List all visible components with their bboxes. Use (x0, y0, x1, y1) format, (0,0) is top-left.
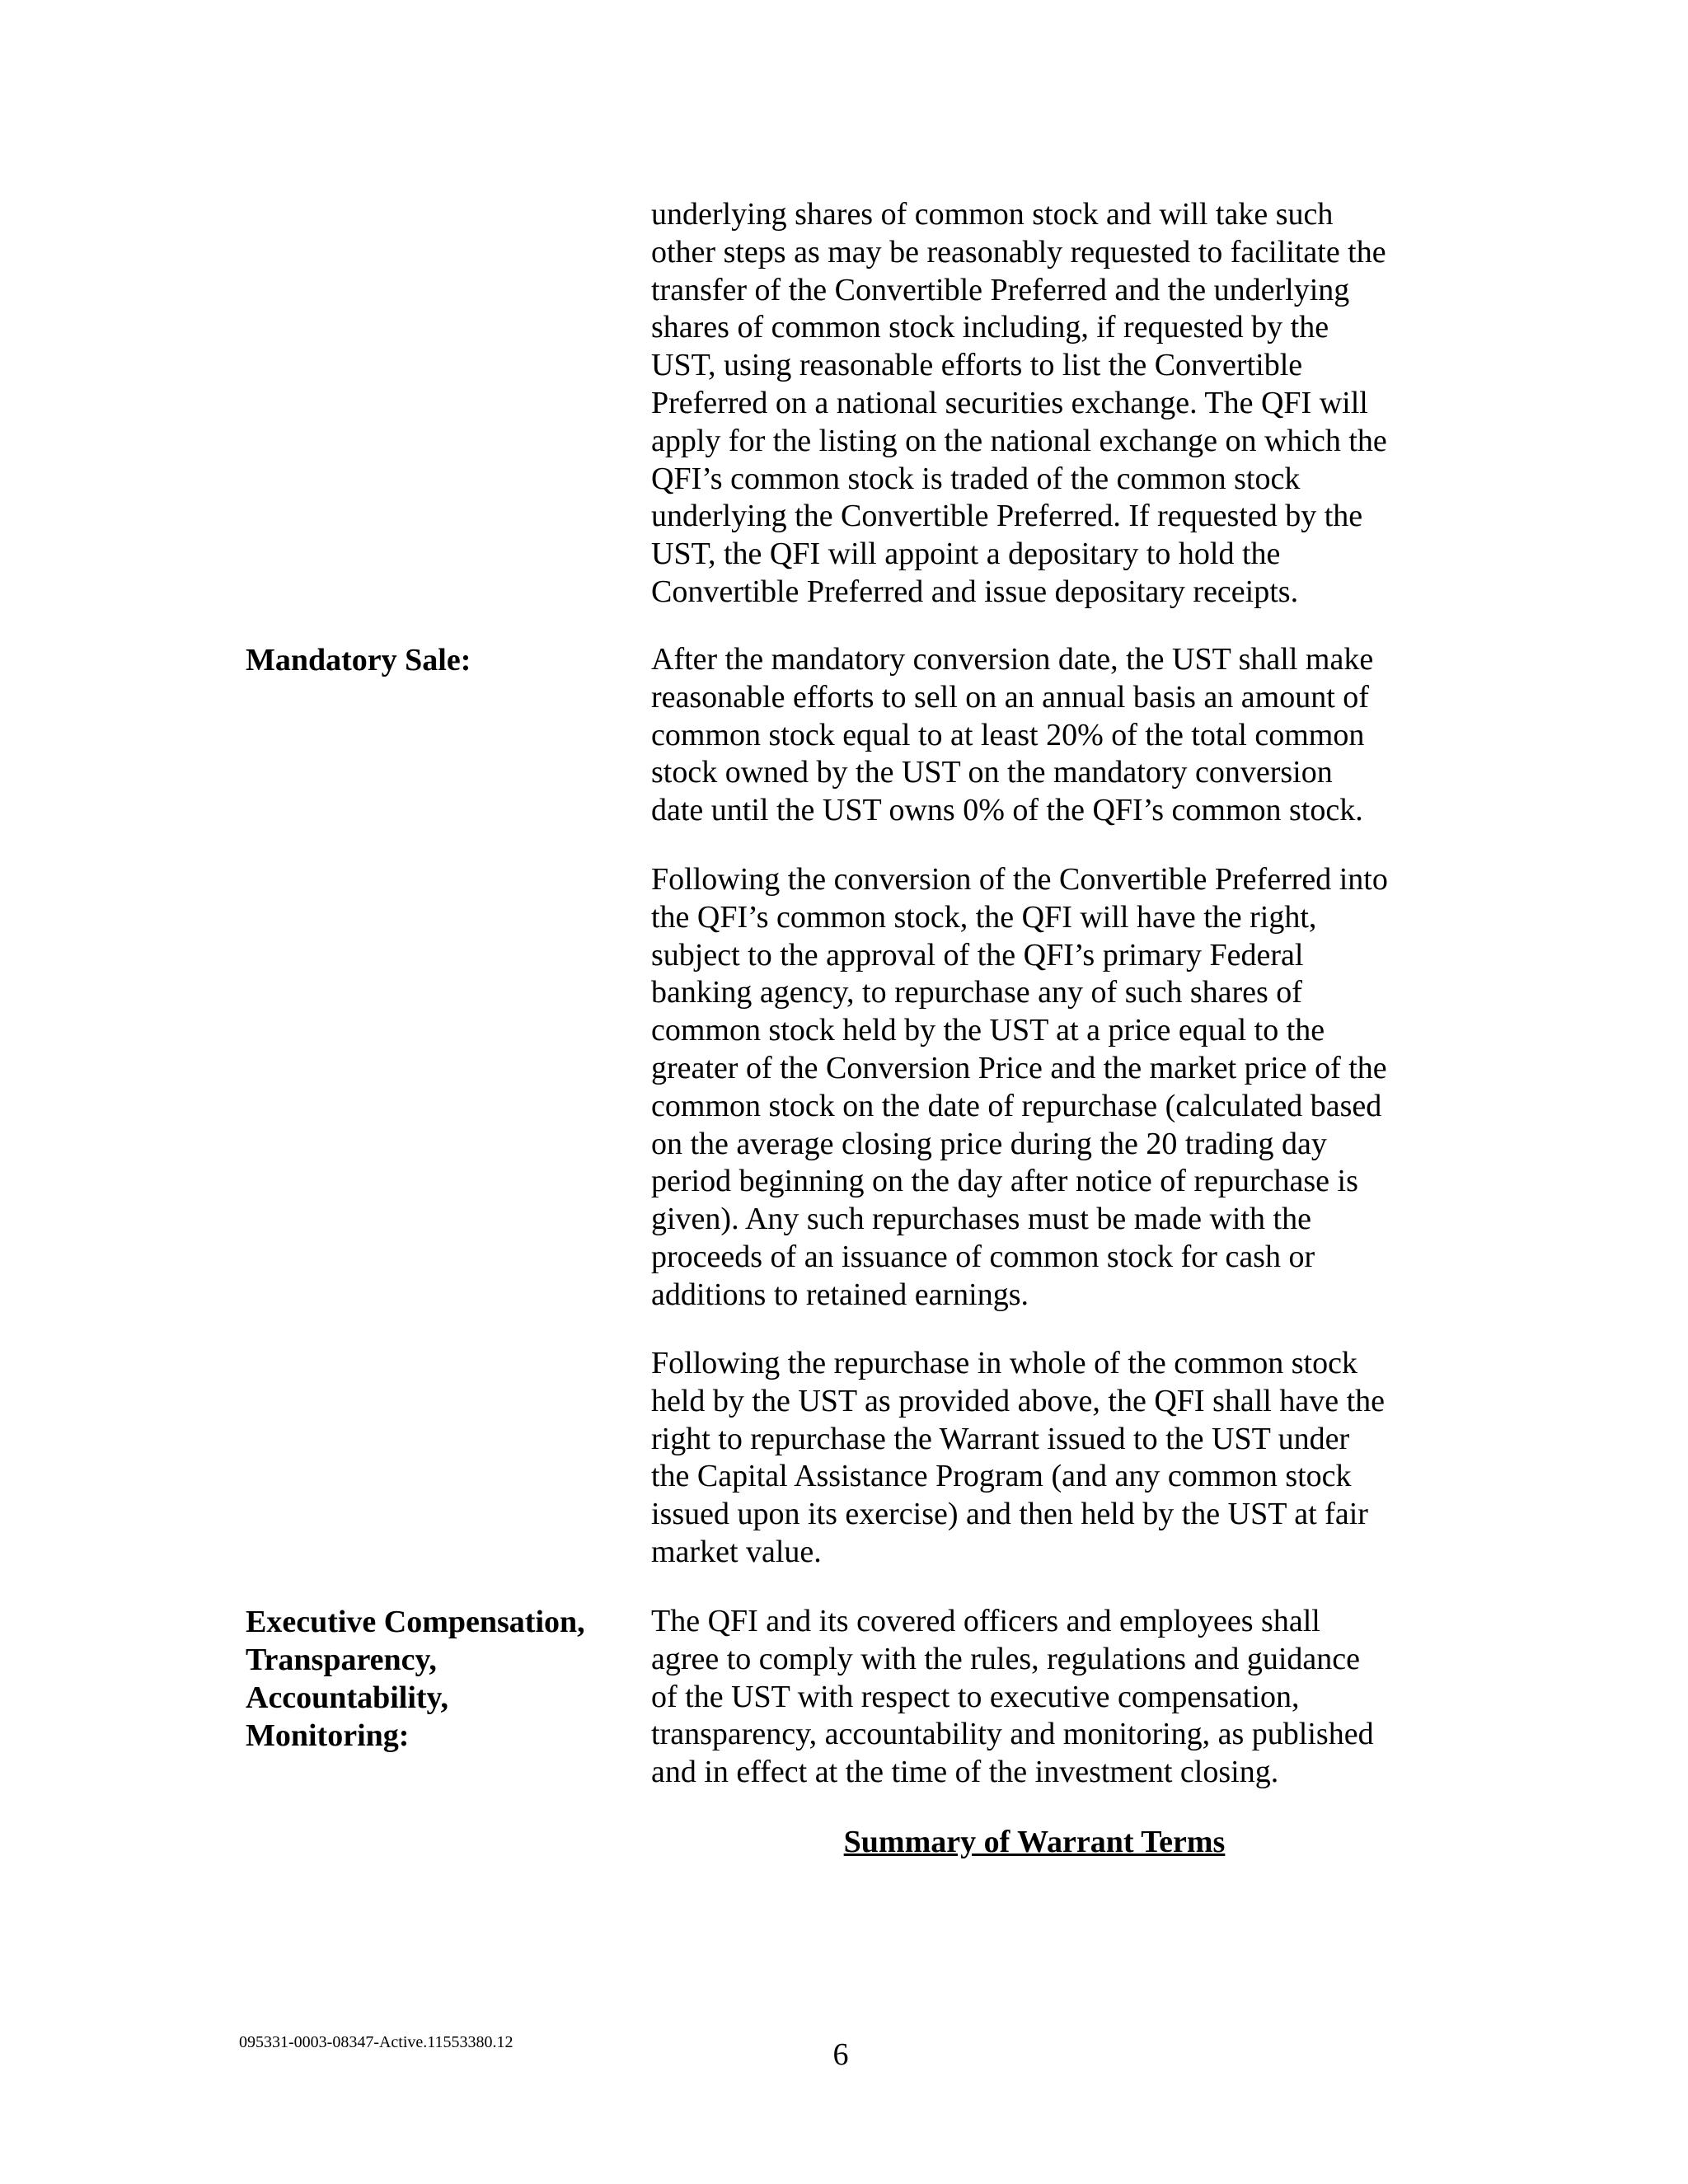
text-line: on the average closing price during the 20 trading day (651, 1126, 1327, 1161)
label-line: Transparency, (246, 1643, 437, 1677)
text-line: market value. (651, 1534, 822, 1569)
text-line: apply for the listing on the national exchange on which the (651, 423, 1387, 458)
text-line: common stock equal to at least 20% of the total common (651, 717, 1365, 752)
label-line: Accountability, (246, 1680, 448, 1715)
text-line: common stock on the date of repurchase (calculated based (651, 1088, 1382, 1123)
text-line: issued upon its exercise) and then held by the UST at fair (651, 1497, 1368, 1532)
mandatory-sale-paragraph-1 (651, 641, 1442, 830)
text-line: transfer of the Convertible Preferred and the underlying (651, 272, 1350, 307)
text-line: Following the repurchase in whole of the common stock (651, 1346, 1357, 1380)
text-line: Following the conversion of the Convertible Preferred into (651, 862, 1388, 897)
text-line: stock owned by the UST on the mandatory conversion (651, 755, 1333, 790)
text-line: the Capital Assistance Program (and any common stock (651, 1459, 1352, 1494)
section-heading: Summary of Warrant Terms (843, 1825, 1226, 1859)
executive-compensation-label (246, 1603, 625, 1755)
text-line: the QFI’s common stock, the QFI will have the right, (651, 899, 1317, 935)
label-line: Executive Compensation, (246, 1605, 585, 1639)
text-line: given). Any such repurchases must be made with the (651, 1202, 1311, 1237)
text-line: QFI’s common stock is traded of the common stock (651, 461, 1301, 496)
text-line: proceeds of an issuance of common stock for cash or (651, 1239, 1315, 1274)
footer-document-id: 095331-0003-08347-Active.11553380.12 (239, 2033, 513, 2051)
text-line: transparency, accountability and monitoring, as published (651, 1717, 1374, 1752)
text-line: shares of common stock including, if requested by the (651, 310, 1329, 345)
text-line: subject to the approval of the QFI’s primary Federal (651, 937, 1304, 972)
text-line: other steps as may be reasonably requested to facilitate the (651, 234, 1386, 269)
text-line: underlying the Convertible Preferred. If requested by the (651, 499, 1363, 534)
executive-compensation-paragraph (651, 1603, 1442, 1792)
continuation-paragraph (651, 196, 1442, 612)
text-line: common stock held by the UST at a price equal to the (651, 1013, 1325, 1048)
text-line: additions to retained earnings. (651, 1277, 1029, 1312)
text-line: right to repurchase the Warrant issued to the UST under (651, 1421, 1350, 1456)
text-line: Convertible Preferred and issue depositary receipts. (651, 574, 1299, 609)
text-line: banking agency, to repurchase any of such shares of (651, 975, 1302, 1010)
mandatory-sale-label: Mandatory Sale: (246, 643, 471, 677)
text-line: After the mandatory conversion date, the UST shall make (651, 642, 1374, 677)
text-line: of the UST with respect to executive compensation, (651, 1679, 1300, 1714)
mandatory-sale-paragraph-3 (651, 1345, 1442, 1572)
text-line: reasonable efforts to sell on an annual basis an amount of (651, 679, 1369, 715)
label-line: Monitoring: (246, 1718, 410, 1753)
page-number: 6 (832, 2037, 849, 2072)
text-line: Preferred on a national securities exchange. The QFI will (651, 385, 1368, 420)
text-line: underlying shares of common stock and will take such (651, 197, 1334, 232)
mandatory-sale-paragraph-2 (651, 861, 1442, 1315)
text-line: UST, using reasonable efforts to list the Convertible (651, 348, 1303, 383)
text-line: held by the UST as provided above, the QFI shall have the (651, 1383, 1385, 1418)
text-line: UST, the QFI will appoint a depositary to hold the (651, 537, 1281, 572)
text-line: date until the UST owns 0% of the QFI’s common stock. (651, 793, 1363, 828)
text-line: The QFI and its covered officers and employees shall (651, 1604, 1320, 1638)
text-line: agree to comply with the rules, regulations and guidance (651, 1641, 1361, 1676)
text-line: period beginning on the day after notice of repurchase is (651, 1164, 1358, 1199)
text-line: and in effect at the time of the investment closing. (651, 1755, 1279, 1790)
text-line: greater of the Conversion Price and the market price of the (651, 1050, 1387, 1085)
